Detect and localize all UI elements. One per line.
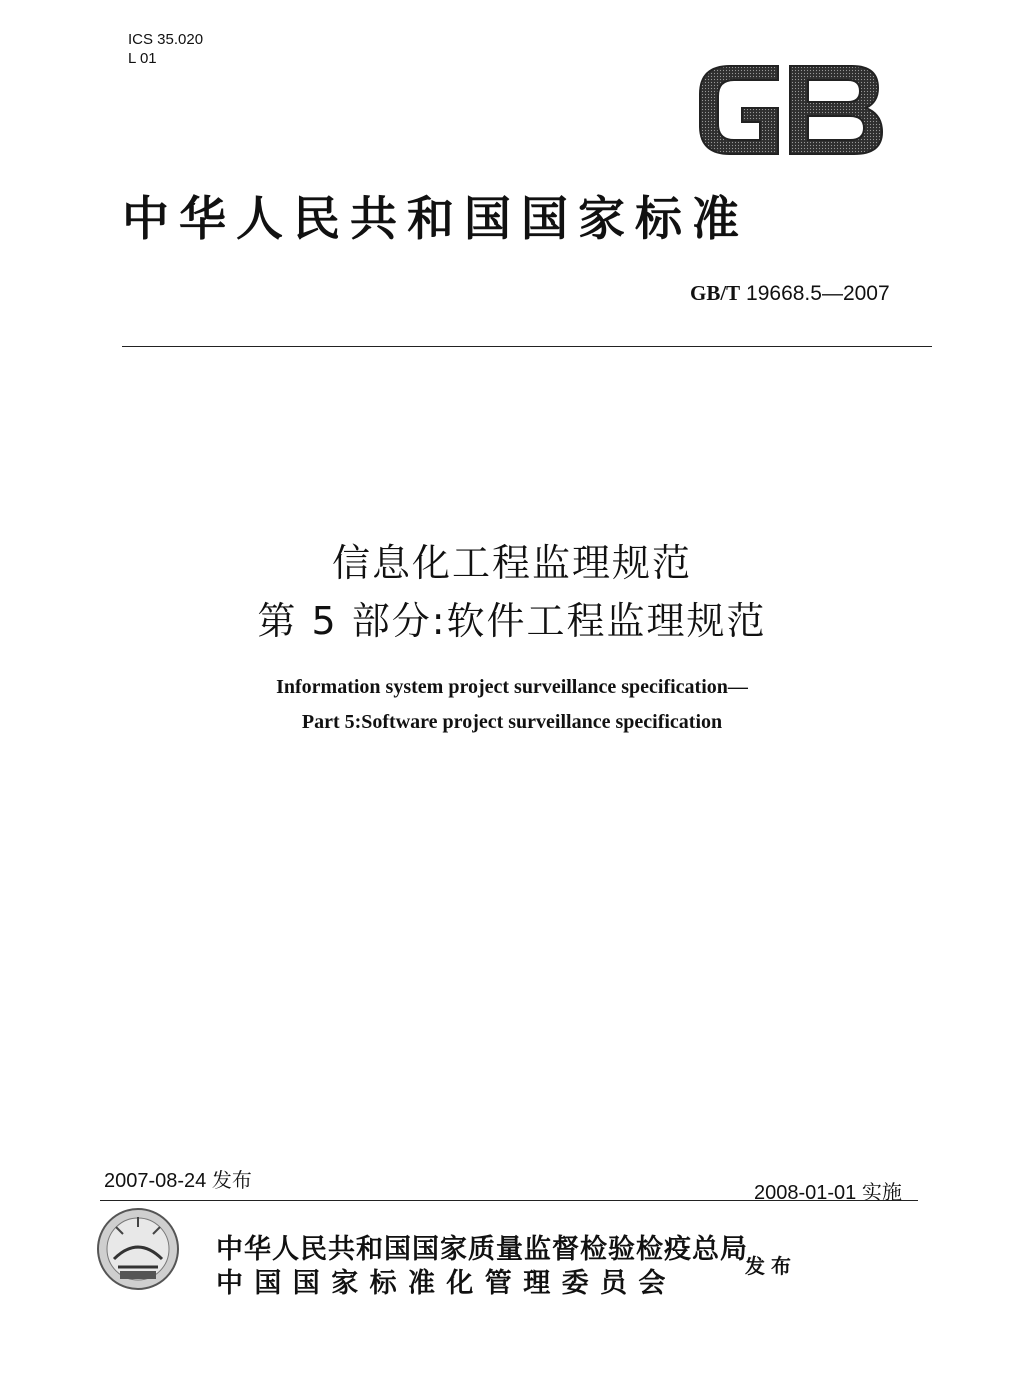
gb-logo [692,60,888,160]
cn-title-line2: 第 5 部分:软件工程监理规范 [257,599,767,643]
ics-code: ICS 35.020 [128,31,204,48]
classification-block [128,30,203,68]
org-line2: 中 国 国 家 标 准 化 管 理 委 员 会 [216,1268,667,1299]
en-title-line2: Part 5:Software project surveillance specification [301,711,723,733]
effective-date: 2008-01-01 实施 [754,1182,902,1204]
issue-date: 2007-08-24 发布 [104,1170,252,1192]
en-title-line1: Information system project surveillance specification— [276,676,748,698]
org-line1: 中华人民共和国国家质量监督检验检疫总局 [216,1234,748,1265]
agency-seal-icon [96,1207,180,1291]
standard-code [690,281,890,306]
standard-title: 中华人民共和国国家标准 [122,192,749,247]
bottom-divider [100,1200,918,1201]
standard-code-prefix: GB/T [690,281,741,305]
category-code: L 01 [128,50,157,67]
standard-code-number: 19668.5—2007 [746,282,890,305]
cn-title-line1: 信息化工程监理规范 [331,541,692,585]
top-divider [122,346,932,347]
publish-label: 发布 [745,1254,797,1278]
